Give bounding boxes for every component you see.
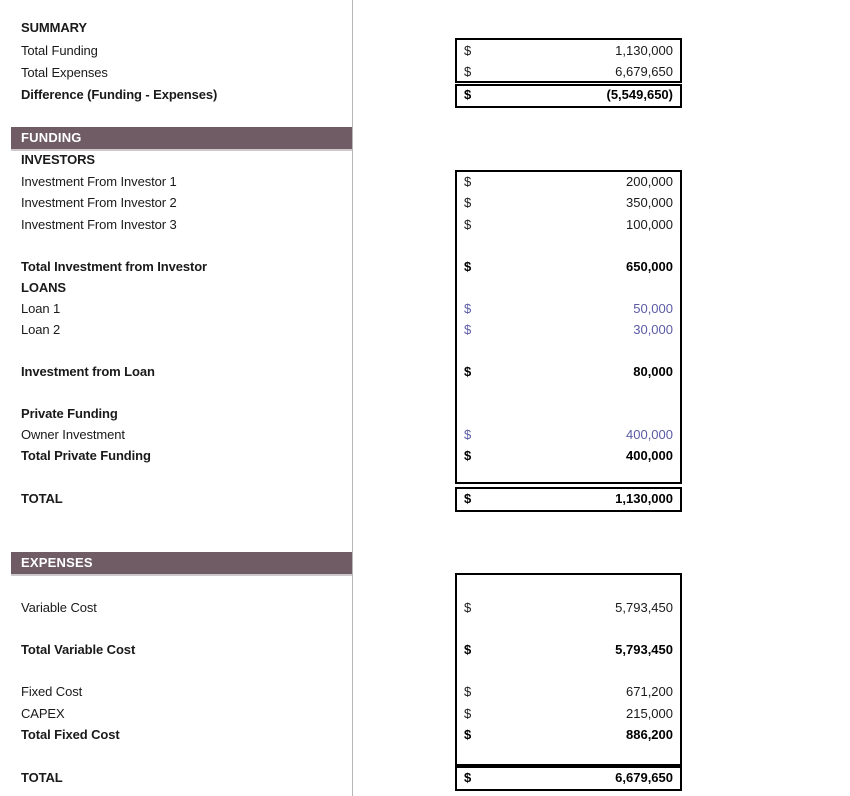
currency-symbol: $ bbox=[464, 195, 472, 210]
section-band-funding-label: FUNDING bbox=[21, 130, 82, 145]
currency-symbol: $ bbox=[464, 491, 472, 506]
label-expenses-total: TOTAL bbox=[21, 770, 63, 785]
amount: 6,679,650 bbox=[615, 64, 673, 79]
label-loans: LOANS bbox=[21, 280, 67, 295]
currency-symbol: $ bbox=[464, 322, 472, 337]
currency-symbol: $ bbox=[464, 64, 472, 79]
amount: 1,130,000 bbox=[615, 43, 673, 58]
value-difference[interactable] bbox=[455, 85, 682, 105]
value-total-private-funding[interactable] bbox=[455, 446, 682, 466]
value-investment-from-loan[interactable] bbox=[455, 362, 682, 382]
value-investor-2[interactable] bbox=[455, 193, 682, 213]
currency-symbol: $ bbox=[464, 642, 472, 657]
currency-symbol: $ bbox=[464, 684, 472, 699]
label-total-funding: Total Funding bbox=[21, 43, 98, 58]
label-loan-2: Loan 2 bbox=[21, 322, 61, 337]
label-investor-3: Investment From Investor 3 bbox=[21, 217, 177, 232]
amount: 6,679,650 bbox=[615, 770, 673, 785]
section-band-expenses-label: EXPENSES bbox=[21, 555, 93, 570]
amount: 200,000 bbox=[626, 174, 673, 189]
amount: 400,000 bbox=[626, 448, 673, 463]
value-expenses-total[interactable] bbox=[455, 768, 682, 788]
section-band-funding bbox=[11, 127, 352, 151]
value-fixed-cost[interactable] bbox=[455, 682, 682, 702]
amount: 5,793,450 bbox=[615, 600, 673, 615]
currency-symbol: $ bbox=[464, 727, 472, 742]
amount: 400,000 bbox=[626, 427, 673, 442]
currency-symbol: $ bbox=[464, 364, 472, 379]
value-total-funding[interactable] bbox=[455, 41, 682, 61]
label-owner-investment: Owner Investment bbox=[21, 427, 125, 442]
currency-symbol: $ bbox=[464, 87, 472, 102]
label-private-funding: Private Funding bbox=[21, 406, 118, 421]
value-variable-cost[interactable] bbox=[455, 598, 682, 618]
label-fixed-cost: Fixed Cost bbox=[21, 684, 83, 699]
value-investor-3[interactable] bbox=[455, 215, 682, 235]
amount: 30,000 bbox=[633, 322, 673, 337]
label-loan-1: Loan 1 bbox=[21, 301, 61, 316]
summary-title: SUMMARY bbox=[21, 20, 87, 35]
label-investment-from-loan: Investment from Loan bbox=[21, 364, 155, 379]
value-owner-investment[interactable] bbox=[455, 425, 682, 445]
value-total-expenses[interactable] bbox=[455, 62, 682, 82]
currency-symbol: $ bbox=[464, 600, 472, 615]
amount: 886,200 bbox=[626, 727, 673, 742]
currency-symbol: $ bbox=[464, 448, 472, 463]
label-investor-1: Investment From Investor 1 bbox=[21, 174, 177, 189]
amount: 100,000 bbox=[626, 217, 673, 232]
label-total-investment: Total Investment from Investor bbox=[21, 259, 208, 274]
amount: (5,549,650) bbox=[606, 87, 673, 102]
value-total-variable-cost[interactable] bbox=[455, 640, 682, 660]
value-loan-2[interactable] bbox=[455, 320, 682, 340]
label-total-expenses: Total Expenses bbox=[21, 65, 108, 80]
label-investors: INVESTORS bbox=[21, 152, 95, 167]
amount: 80,000 bbox=[633, 364, 673, 379]
currency-symbol: $ bbox=[464, 217, 472, 232]
amount: 671,200 bbox=[626, 684, 673, 699]
amount: 50,000 bbox=[633, 301, 673, 316]
label-difference: Difference (Funding - Expenses) bbox=[21, 87, 218, 102]
currency-symbol: $ bbox=[464, 174, 472, 189]
amount: 5,793,450 bbox=[615, 642, 673, 657]
value-loan-1[interactable] bbox=[455, 299, 682, 319]
value-funding-total[interactable] bbox=[455, 489, 682, 509]
amount: 215,000 bbox=[626, 706, 673, 721]
label-capex: CAPEX bbox=[21, 706, 65, 721]
label-funding-total: TOTAL bbox=[21, 491, 63, 506]
currency-symbol: $ bbox=[464, 301, 472, 316]
label-total-variable-cost: Total Variable Cost bbox=[21, 642, 136, 657]
label-total-private-funding: Total Private Funding bbox=[21, 448, 151, 463]
currency-symbol: $ bbox=[464, 427, 472, 442]
amount: 650,000 bbox=[626, 259, 673, 274]
amount: 350,000 bbox=[626, 195, 673, 210]
currency-symbol: $ bbox=[464, 259, 472, 274]
column-divider bbox=[352, 0, 353, 796]
section-band-expenses bbox=[11, 552, 352, 576]
label-investor-2: Investment From Investor 2 bbox=[21, 195, 177, 210]
amount: 1,130,000 bbox=[615, 491, 673, 506]
value-total-fixed-cost[interactable] bbox=[455, 725, 682, 745]
value-capex[interactable] bbox=[455, 704, 682, 724]
currency-symbol: $ bbox=[464, 43, 472, 58]
label-variable-cost: Variable Cost bbox=[21, 600, 97, 615]
currency-symbol: $ bbox=[464, 770, 472, 785]
value-investor-1[interactable] bbox=[455, 172, 682, 192]
value-total-investment[interactable] bbox=[455, 257, 682, 277]
currency-symbol: $ bbox=[464, 706, 472, 721]
label-total-fixed-cost: Total Fixed Cost bbox=[21, 727, 120, 742]
